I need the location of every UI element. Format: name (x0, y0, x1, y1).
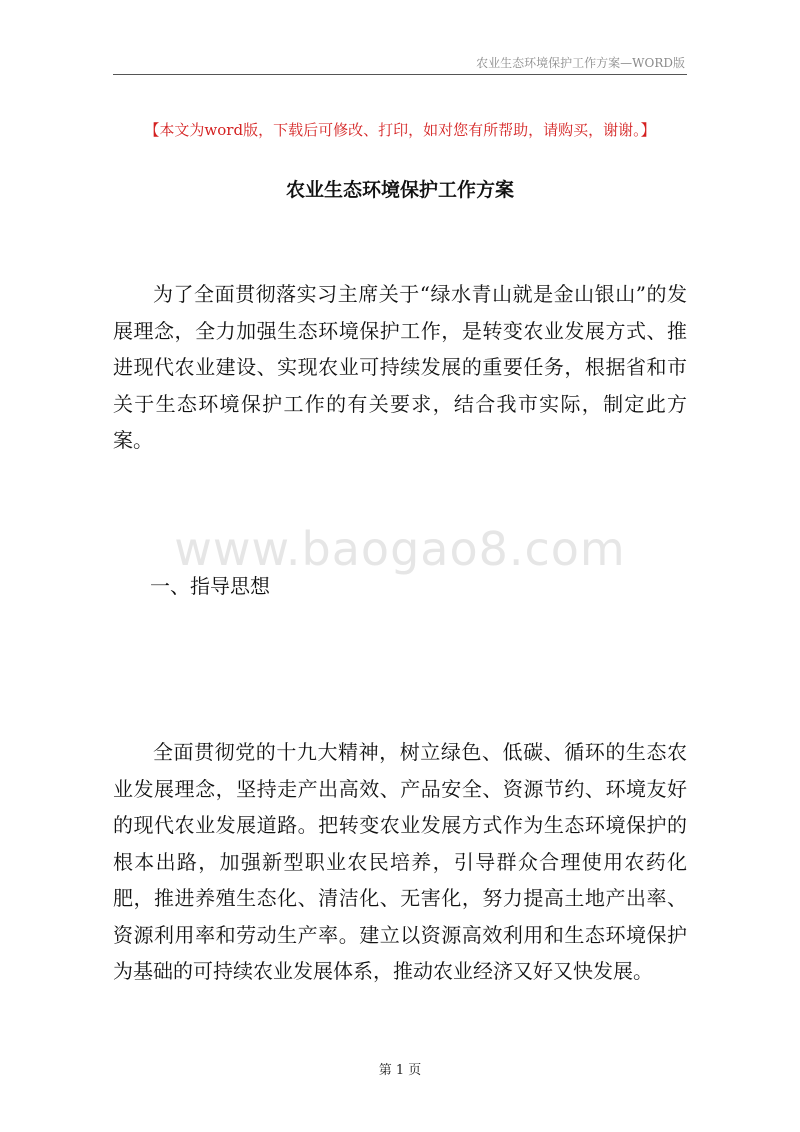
running-header-title: 农业生态环境保护工作方案—WORD版 (476, 56, 685, 70)
section-1-paragraph: 全面贯彻党的十九大精神，树立绿色、低碳、循环的生态农业发展理念，坚持走产出高效、产品安全、资源节约、环境友好的现代农业发展道路。把转变农业发展方式作为生态环境保护的根本出路，加强新型职业农民培养，引导群众合理使用农药化肥，推进养殖生态化、清洁化、无害化，努力提高土地产出率、资源利用率和劳动生产率。建立以资源高效利用和生态环境保护为基础的可持续农业发展体系，推动农业经济又好又快发展。 (113, 740, 687, 983)
document-title: 农业生态环境保护工作方案 (285, 179, 514, 201)
page-number: 第 1 页 (378, 1063, 422, 1078)
watermark: www.baogao8.com (174, 522, 626, 576)
header-divider (113, 74, 687, 75)
intro-paragraph: 为了全面贯彻落实习主席关于“绿水青山就是金山银山”的发展理念，全力加强生态环境保护工作，是转变农业发展方式、推进现代农业建设、实现农业可持续发展的重要任务，根据省和市关于生态环境保护工作的有关要求，结合我市实际，制定此方案。 (113, 282, 687, 452)
section-heading-guiding-ideology: 一、指导思想 (150, 574, 270, 598)
download-notice: 【本文为word版，下载后可修改、打印，如对您有所帮助，请购买，谢谢。】 (144, 121, 656, 139)
